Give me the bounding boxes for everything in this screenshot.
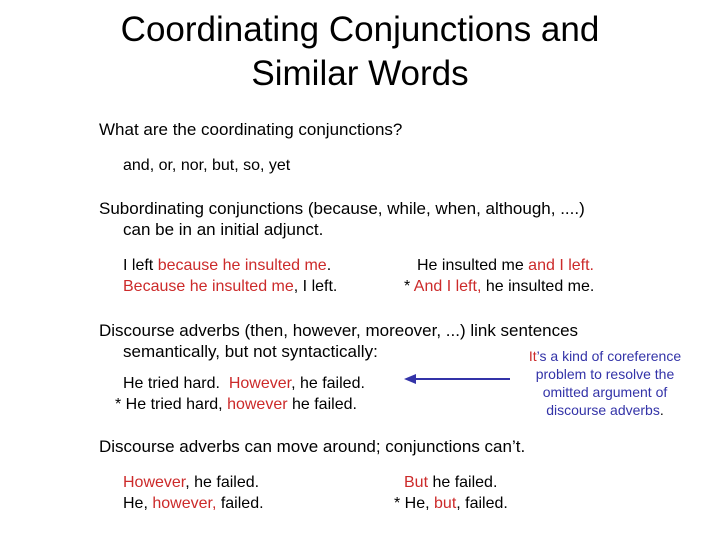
note-line-4 [512, 401, 698, 419]
discourse-text-line-2: semantically, but not syntactically: [123, 342, 378, 361]
text-plain: , failed. [456, 495, 508, 512]
subordinating-text-line-1: Subordinating conjunctions (because, while, when, although, ....) [99, 199, 585, 218]
text-plain: , he failed. [185, 474, 260, 491]
text-plain: , he failed. [291, 375, 365, 392]
text-plain: * He tried hard, [115, 396, 228, 413]
note-line-2: problem to resolve the [535, 366, 675, 382]
example-2-line-2 [115, 395, 357, 415]
text-highlight: But [404, 474, 429, 491]
title-line-2: Similar Words [251, 54, 469, 93]
text-note: discourse adverbs [546, 402, 660, 418]
text-plain: * [404, 278, 414, 295]
note-line-1 [512, 347, 698, 365]
left-arrow-icon [404, 372, 510, 386]
coreference-note [512, 347, 698, 419]
discourse-text-line-1: Discourse adverbs (then, however, moreover, ...) link sentences [99, 321, 579, 340]
example-3-left-line-1 [123, 473, 259, 493]
example-1-right-line-2 [404, 277, 594, 297]
example-3-right-line-1 [404, 473, 497, 493]
text-highlight: And I left, [413, 278, 482, 295]
text-plain: , I left. [293, 278, 338, 295]
text-note: ’s a kind of coreference [536, 348, 682, 364]
text-plain: He insulted me [417, 257, 529, 274]
text-plain: he insulted me. [481, 278, 595, 295]
text-highlight: However [123, 474, 186, 491]
subordinating-text-line-2: can be in an initial adjunct. [123, 220, 324, 239]
question-text: What are the coordinating conjunctions? [99, 120, 403, 139]
text-plain: * He, [394, 495, 435, 512]
question-answer: and, or, nor, but, so, yet [123, 157, 291, 174]
example-2-line-1 [123, 374, 365, 394]
text-plain: He tried hard. [123, 375, 229, 392]
text-highlight: Because he insulted me [123, 278, 294, 295]
text-plain: he failed. [287, 396, 357, 413]
example-1-left-line-1 [123, 256, 331, 276]
note-line-3: omitted argument of [542, 384, 668, 400]
page-title [0, 8, 720, 96]
text-plain: . [659, 402, 664, 418]
text-plain: . [326, 257, 332, 274]
text-plain: I left [123, 257, 158, 274]
example-1-right-line-1 [417, 256, 594, 276]
text-highlight: and I left. [528, 257, 594, 274]
text-highlight: but [434, 495, 457, 512]
text-plain: he failed. [428, 474, 498, 491]
text-plain: He, [123, 495, 153, 512]
move-around-text: Discourse adverbs can move around; conjunctions can’t. [99, 437, 526, 456]
example-1-left-line-2 [123, 277, 337, 297]
text-highlight: however, [152, 495, 217, 512]
text-highlight: because he insulted me [157, 257, 327, 274]
example-3-left-line-2 [123, 494, 264, 514]
text-highlight: It [528, 348, 537, 364]
title-line-1: Coordinating Conjunctions and [120, 10, 600, 49]
text-highlight: However [228, 375, 292, 392]
text-highlight: however [227, 396, 288, 413]
example-3-right-line-2 [394, 494, 508, 514]
text-plain: failed. [216, 495, 264, 512]
